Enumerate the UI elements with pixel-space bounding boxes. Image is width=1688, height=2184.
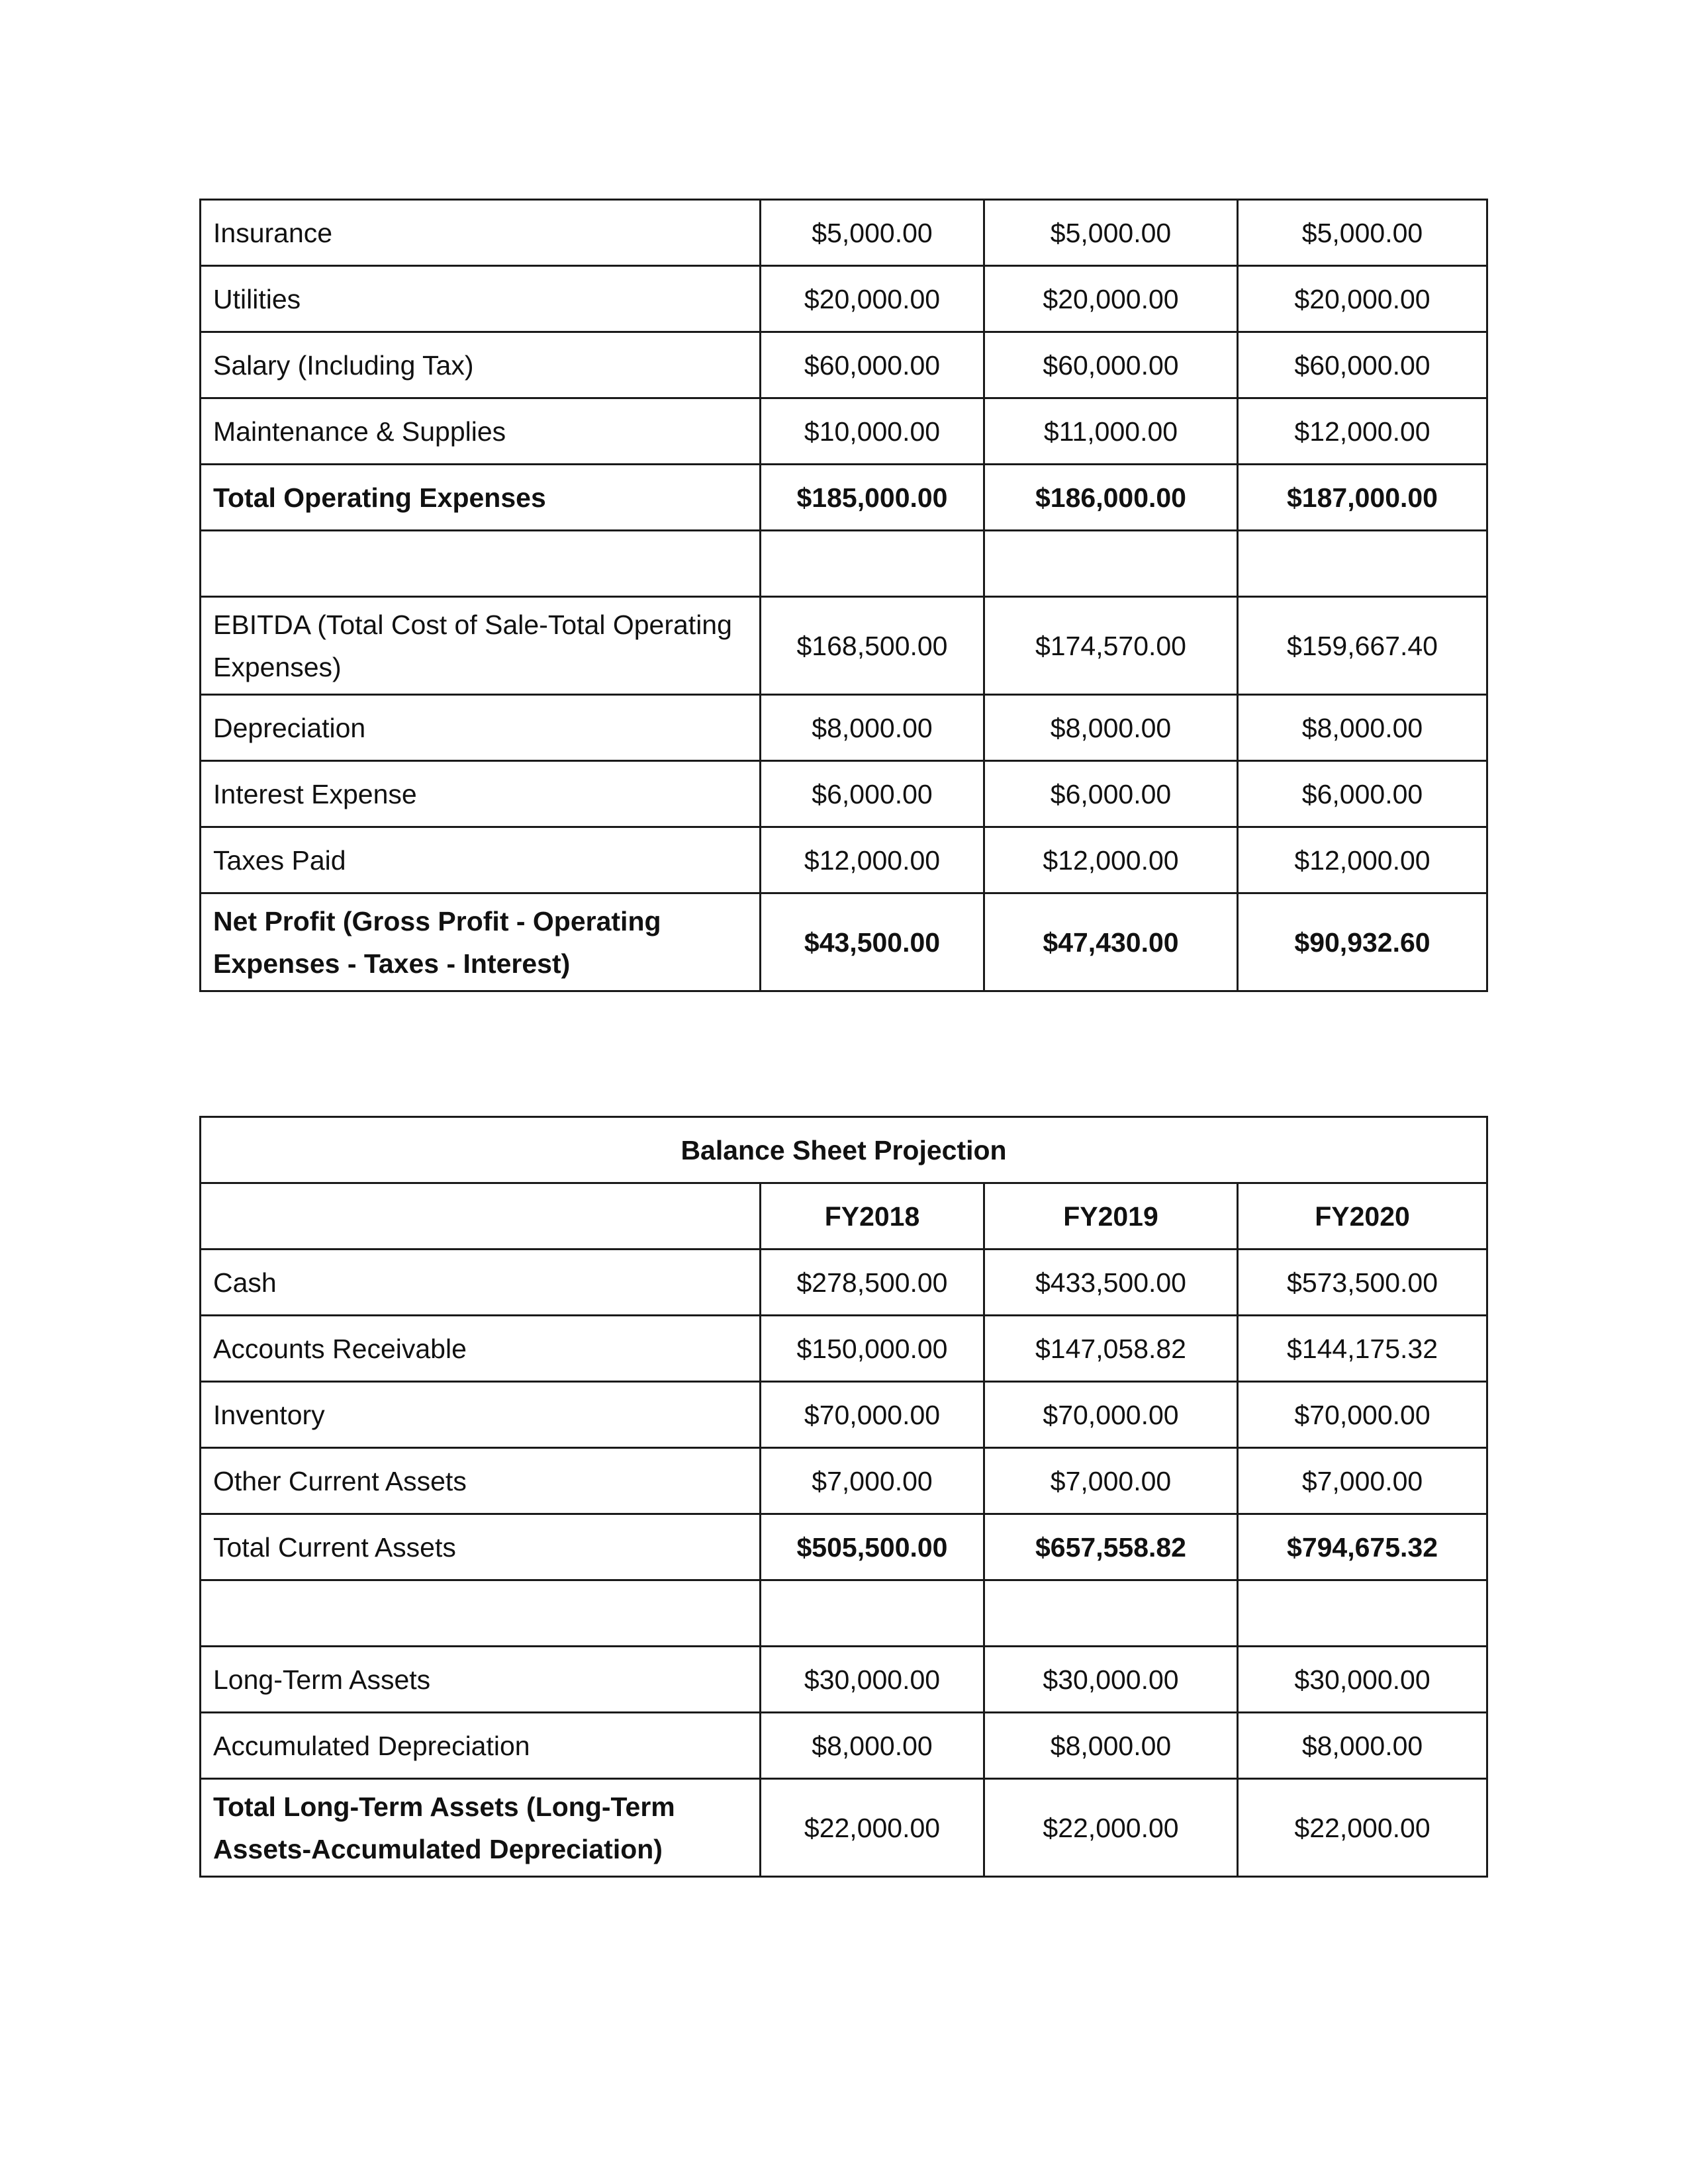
fy2020-value: $7,000.00 <box>1238 1448 1487 1514</box>
column-header-fy2018: FY2018 <box>761 1183 984 1250</box>
fy2020-value: $159,667.40 <box>1238 597 1487 695</box>
fy2018-value: $8,000.00 <box>761 695 984 761</box>
fy2019-value: $8,000.00 <box>984 695 1238 761</box>
fy2019-value: $6,000.00 <box>984 761 1238 827</box>
row-label: Long-Term Assets <box>201 1647 761 1713</box>
table-title-row <box>201 1117 1487 1183</box>
income-statement-table <box>199 199 1488 992</box>
row-label: Total Current Assets <box>201 1514 761 1580</box>
balance-sheet-title: Balance Sheet Projection <box>201 1117 1487 1183</box>
row-label <box>201 1580 761 1647</box>
table-row <box>201 761 1487 827</box>
fy2018-value: $278,500.00 <box>761 1250 984 1316</box>
fy2020-value: $6,000.00 <box>1238 761 1487 827</box>
table-row-empty <box>201 1580 1487 1647</box>
row-label: Other Current Assets <box>201 1448 761 1514</box>
fy2019-value: $7,000.00 <box>984 1448 1238 1514</box>
fy2020-value: $187,000.00 <box>1238 465 1487 531</box>
fy2020-value: $70,000.00 <box>1238 1382 1487 1448</box>
balance-sheet-header <box>201 1117 1487 1250</box>
row-label: Maintenance & Supplies <box>201 398 761 465</box>
table-row <box>201 398 1487 465</box>
column-header-fy2019: FY2019 <box>984 1183 1238 1250</box>
fy2020-value: $794,675.32 <box>1238 1514 1487 1580</box>
fy2019-value: $657,558.82 <box>984 1514 1238 1580</box>
fy2020-value: $8,000.00 <box>1238 1713 1487 1779</box>
fy2018-value: $70,000.00 <box>761 1382 984 1448</box>
fy2020-value <box>1238 1580 1487 1647</box>
fy2020-value: $12,000.00 <box>1238 827 1487 893</box>
fy2019-value: $60,000.00 <box>984 332 1238 398</box>
column-header-label <box>201 1183 761 1250</box>
table-row <box>201 1647 1487 1713</box>
fy2019-value: $433,500.00 <box>984 1250 1238 1316</box>
fy2018-value: $43,500.00 <box>761 893 984 991</box>
fy2018-value <box>761 531 984 597</box>
fy2018-value: $30,000.00 <box>761 1647 984 1713</box>
fy2020-value: $60,000.00 <box>1238 332 1487 398</box>
fy2019-value: $11,000.00 <box>984 398 1238 465</box>
row-label: Accounts Receivable <box>201 1316 761 1382</box>
fy2018-value: $505,500.00 <box>761 1514 984 1580</box>
table-row <box>201 1382 1487 1448</box>
fy2018-value: $22,000.00 <box>761 1779 984 1877</box>
row-label <box>201 531 761 597</box>
row-label: Inventory <box>201 1382 761 1448</box>
fy2018-value: $20,000.00 <box>761 266 984 332</box>
row-label: Salary (Including Tax) <box>201 332 761 398</box>
fy2018-value: $12,000.00 <box>761 827 984 893</box>
table-row <box>201 597 1487 695</box>
table-row <box>201 332 1487 398</box>
fy2020-value: $90,932.60 <box>1238 893 1487 991</box>
row-label: Depreciation <box>201 695 761 761</box>
fy2019-value: $186,000.00 <box>984 465 1238 531</box>
column-header-fy2020: FY2020 <box>1238 1183 1487 1250</box>
fy2019-value: $147,058.82 <box>984 1316 1238 1382</box>
row-label: Utilities <box>201 266 761 332</box>
fy2018-value <box>761 1580 984 1647</box>
fy2018-value: $150,000.00 <box>761 1316 984 1382</box>
row-label: Interest Expense <box>201 761 761 827</box>
fy2019-value: $12,000.00 <box>984 827 1238 893</box>
fy2020-value: $22,000.00 <box>1238 1779 1487 1877</box>
table-row <box>201 893 1487 991</box>
balance-sheet-body <box>201 1250 1487 1877</box>
table-row <box>201 827 1487 893</box>
row-label: Insurance <box>201 200 761 266</box>
fy2019-value: $47,430.00 <box>984 893 1238 991</box>
fy2020-value: $8,000.00 <box>1238 695 1487 761</box>
row-label: EBITDA (Total Cost of Sale-Total Operating Expenses) <box>201 597 761 695</box>
fy2019-value <box>984 1580 1238 1647</box>
fy2019-value: $22,000.00 <box>984 1779 1238 1877</box>
table-row <box>201 1779 1487 1877</box>
balance-sheet-table <box>199 1116 1488 1878</box>
fy2019-value: $5,000.00 <box>984 200 1238 266</box>
fy2020-value: $30,000.00 <box>1238 1647 1487 1713</box>
table-row <box>201 1713 1487 1779</box>
fy2019-value: $8,000.00 <box>984 1713 1238 1779</box>
table-row <box>201 1316 1487 1382</box>
row-label: Total Long-Term Assets (Long-Term Assets-Accumulated Depreciation) <box>201 1779 761 1877</box>
fy2018-value: $6,000.00 <box>761 761 984 827</box>
fy2020-value: $12,000.00 <box>1238 398 1487 465</box>
fy2018-value: $168,500.00 <box>761 597 984 695</box>
fy2018-value: $10,000.00 <box>761 398 984 465</box>
fy2020-value: $144,175.32 <box>1238 1316 1487 1382</box>
row-label: Taxes Paid <box>201 827 761 893</box>
fy2020-value: $573,500.00 <box>1238 1250 1487 1316</box>
table-row <box>201 465 1487 531</box>
income-statement-body <box>201 200 1487 991</box>
fy2018-value: $5,000.00 <box>761 200 984 266</box>
row-label: Accumulated Depreciation <box>201 1713 761 1779</box>
fy2018-value: $185,000.00 <box>761 465 984 531</box>
table-row <box>201 1514 1487 1580</box>
fy2018-value: $7,000.00 <box>761 1448 984 1514</box>
fy2020-value: $20,000.00 <box>1238 266 1487 332</box>
table-row-empty <box>201 531 1487 597</box>
row-label: Net Profit (Gross Profit - Operating Expenses - Taxes - Interest) <box>201 893 761 991</box>
fy2019-value: $30,000.00 <box>984 1647 1238 1713</box>
table-row <box>201 1448 1487 1514</box>
row-label: Total Operating Expenses <box>201 465 761 531</box>
table-row <box>201 200 1487 266</box>
fy2019-value <box>984 531 1238 597</box>
fy2020-value: $5,000.00 <box>1238 200 1487 266</box>
fy2019-value: $70,000.00 <box>984 1382 1238 1448</box>
fy2018-value: $60,000.00 <box>761 332 984 398</box>
fy2020-value <box>1238 531 1487 597</box>
row-label: Cash <box>201 1250 761 1316</box>
fy2018-value: $8,000.00 <box>761 1713 984 1779</box>
table-row <box>201 1250 1487 1316</box>
table-row <box>201 266 1487 332</box>
column-header-row <box>201 1183 1487 1250</box>
fy2019-value: $20,000.00 <box>984 266 1238 332</box>
fy2019-value: $174,570.00 <box>984 597 1238 695</box>
table-row <box>201 695 1487 761</box>
